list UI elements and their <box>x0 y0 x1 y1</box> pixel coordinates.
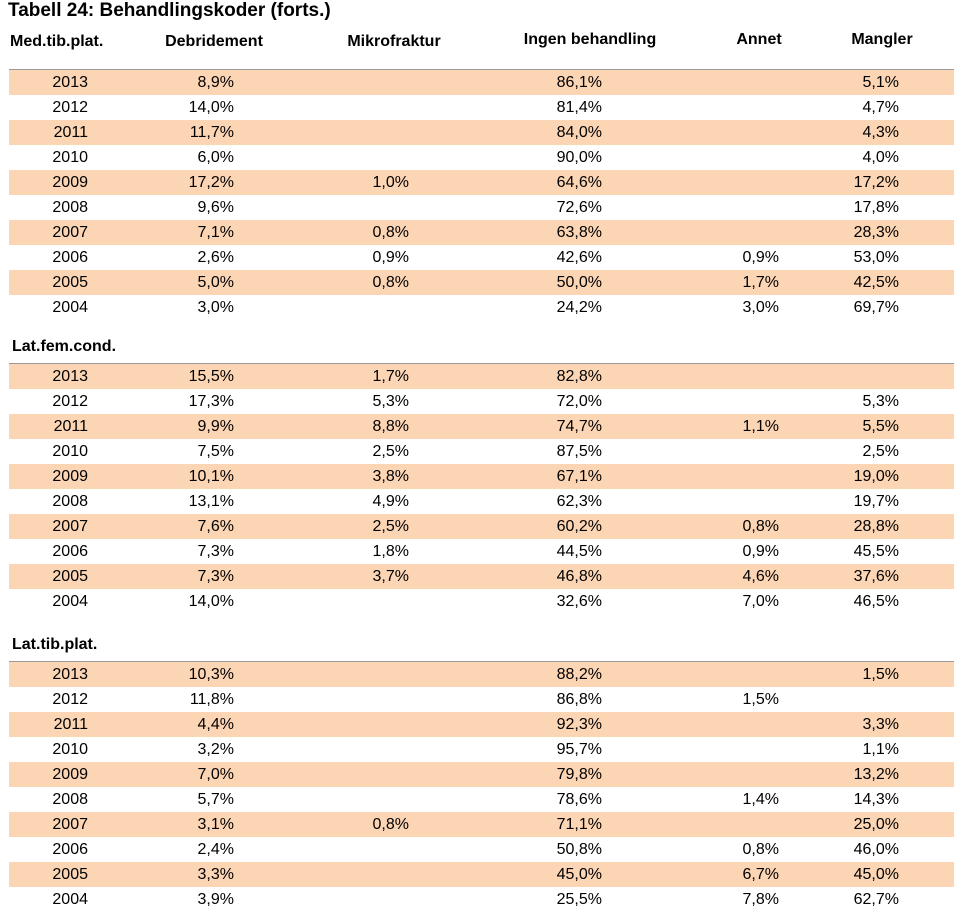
cell-year: 2007 <box>52 224 88 241</box>
cell-annet <box>629 439 779 464</box>
cell-mangler: 17,2% <box>853 174 899 191</box>
cell-year: 2010 <box>52 443 88 460</box>
table-row <box>9 195 954 220</box>
table-row <box>9 589 954 614</box>
cell-annet: 0,8% <box>742 518 779 535</box>
table-row <box>9 170 954 195</box>
cell-mangler: 1,1% <box>862 741 899 758</box>
cell-mangler: 25,0% <box>853 816 899 833</box>
cell-year: 2010 <box>52 149 88 166</box>
cell-mangler: 45,5% <box>853 543 899 560</box>
cell-ingen-behandling: 46,8% <box>556 568 602 585</box>
cell-mikrofraktur <box>269 195 409 220</box>
cell-ingen-behandling: 86,1% <box>556 74 602 91</box>
cell-year: 2011 <box>53 716 88 733</box>
cell-mangler: 4,0% <box>862 149 899 166</box>
table-row <box>9 539 954 564</box>
table-row <box>9 270 954 295</box>
cell-mikrofraktur <box>269 95 409 120</box>
cell-mikrofraktur <box>269 787 409 812</box>
cell-mikrofraktur: 0,8% <box>372 224 409 241</box>
cell-mikrofraktur <box>269 120 409 145</box>
table-row <box>9 439 954 464</box>
cell-mangler: 62,7% <box>853 891 899 908</box>
cell-debridement: 5,7% <box>197 791 234 808</box>
cell-mangler: 19,0% <box>853 468 899 485</box>
cell-ingen-behandling: 60,2% <box>556 518 602 535</box>
cell-ingen-behandling: 50,0% <box>556 274 602 291</box>
column-header-mikrofraktur: Mikrofraktur <box>347 33 441 50</box>
cell-mikrofraktur <box>269 687 409 712</box>
cell-debridement: 3,9% <box>197 891 234 908</box>
cell-year: 2005 <box>52 866 88 883</box>
cell-ingen-behandling: 71,1% <box>556 816 602 833</box>
cell-year: 2006 <box>52 841 88 858</box>
cell-year: 2013 <box>52 368 88 385</box>
cell-year: 2005 <box>52 274 88 291</box>
cell-debridement: 15,5% <box>188 368 234 385</box>
cell-mikrofraktur <box>269 887 409 912</box>
table-row <box>9 762 954 787</box>
table-row <box>9 464 954 489</box>
cell-mangler: 14,3% <box>853 791 899 808</box>
table-row <box>9 862 954 887</box>
cell-ingen-behandling: 50,8% <box>556 841 602 858</box>
cell-mikrofraktur <box>269 862 409 887</box>
cell-mikrofraktur <box>269 589 409 614</box>
cell-annet <box>629 489 779 514</box>
cell-mangler: 4,7% <box>862 99 899 116</box>
cell-annet: 1,5% <box>742 691 779 708</box>
cell-annet: 6,7% <box>742 866 779 883</box>
cell-ingen-behandling: 88,2% <box>556 666 602 683</box>
cell-ingen-behandling: 84,0% <box>556 124 602 141</box>
cell-debridement: 7,3% <box>197 568 234 585</box>
cell-annet <box>629 737 779 762</box>
cell-ingen-behandling: 95,7% <box>556 741 602 758</box>
cell-year: 2013 <box>52 666 88 683</box>
cell-mikrofraktur: 1,8% <box>372 543 409 560</box>
cell-ingen-behandling: 81,4% <box>556 99 602 116</box>
table-row <box>9 414 954 439</box>
cell-debridement: 10,3% <box>188 666 234 683</box>
cell-year: 2012 <box>52 393 88 410</box>
cell-mangler: 45,0% <box>853 866 899 883</box>
cell-mikrofraktur: 8,8% <box>372 418 409 435</box>
cell-mangler <box>769 364 899 389</box>
cell-mikrofraktur: 1,0% <box>372 174 409 191</box>
cell-debridement: 13,1% <box>188 493 234 510</box>
cell-mikrofraktur: 0,8% <box>372 274 409 291</box>
cell-ingen-behandling: 42,6% <box>556 249 602 266</box>
table-row <box>9 120 954 145</box>
section-label: Lat.tib.plat. <box>12 636 98 653</box>
cell-debridement: 8,9% <box>197 74 234 91</box>
cell-ingen-behandling: 64,6% <box>556 174 602 191</box>
cell-year: 2009 <box>52 174 88 191</box>
cell-debridement: 3,3% <box>197 866 234 883</box>
cell-ingen-behandling: 67,1% <box>556 468 602 485</box>
cell-debridement: 3,2% <box>197 741 234 758</box>
cell-annet <box>629 120 779 145</box>
cell-annet: 1,1% <box>742 418 779 435</box>
cell-annet <box>629 170 779 195</box>
cell-ingen-behandling: 78,6% <box>556 791 602 808</box>
cell-debridement: 7,5% <box>197 443 234 460</box>
cell-annet: 3,0% <box>742 299 779 316</box>
cell-mikrofraktur <box>269 662 409 687</box>
cell-annet <box>629 712 779 737</box>
cell-debridement: 3,1% <box>197 816 234 833</box>
cell-ingen-behandling: 86,8% <box>556 691 602 708</box>
cell-mikrofraktur: 2,5% <box>372 443 409 460</box>
table-row <box>9 662 954 687</box>
cell-mikrofraktur <box>269 737 409 762</box>
table-row <box>9 564 954 589</box>
cell-mikrofraktur: 2,5% <box>372 518 409 535</box>
cell-year: 2008 <box>52 791 88 808</box>
cell-debridement: 7,3% <box>197 543 234 560</box>
cell-mikrofraktur <box>269 70 409 95</box>
cell-year: 2009 <box>52 468 88 485</box>
cell-mangler: 42,5% <box>853 274 899 291</box>
cell-year: 2007 <box>52 816 88 833</box>
cell-annet <box>629 195 779 220</box>
table-row <box>9 489 954 514</box>
cell-mikrofraktur <box>269 762 409 787</box>
cell-mangler: 1,5% <box>862 666 899 683</box>
table-row <box>9 687 954 712</box>
cell-mikrofraktur: 0,8% <box>372 816 409 833</box>
cell-ingen-behandling: 32,6% <box>556 593 602 610</box>
cell-annet: 1,4% <box>742 791 779 808</box>
cell-mikrofraktur <box>269 837 409 862</box>
cell-debridement: 5,0% <box>197 274 234 291</box>
cell-mangler: 37,6% <box>853 568 899 585</box>
cell-ingen-behandling: 24,2% <box>556 299 602 316</box>
cell-annet <box>629 762 779 787</box>
cell-debridement: 14,0% <box>188 99 234 116</box>
column-header-ingen-behandling: Ingen behandling <box>523 31 657 48</box>
cell-annet <box>629 389 779 414</box>
cell-annet: 4,6% <box>742 568 779 585</box>
cell-year: 2008 <box>52 493 88 510</box>
column-header-annet: Annet <box>736 31 782 48</box>
cell-ingen-behandling: 92,3% <box>556 716 602 733</box>
cell-mangler <box>769 687 899 712</box>
cell-ingen-behandling: 44,5% <box>556 543 602 560</box>
cell-year: 2006 <box>52 249 88 266</box>
cell-year: 2006 <box>52 543 88 560</box>
cell-ingen-behandling: 72,0% <box>556 393 602 410</box>
cell-mikrofraktur: 1,7% <box>372 368 409 385</box>
table-row <box>9 514 954 539</box>
table-row <box>9 295 954 320</box>
cell-annet: 0,8% <box>742 841 779 858</box>
table-row <box>9 389 954 414</box>
cell-mangler: 19,7% <box>853 493 899 510</box>
cell-ingen-behandling: 45,0% <box>556 866 602 883</box>
cell-year: 2005 <box>52 568 88 585</box>
cell-debridement: 10,1% <box>188 468 234 485</box>
cell-mikrofraktur: 0,9% <box>372 249 409 266</box>
cell-year: 2004 <box>52 593 88 610</box>
cell-debridement: 6,0% <box>197 149 234 166</box>
column-header-debridement: Debridement <box>165 33 263 50</box>
cell-ingen-behandling: 25,5% <box>556 891 602 908</box>
cell-debridement: 7,6% <box>197 518 234 535</box>
cell-debridement: 4,4% <box>197 716 234 733</box>
cell-year: 2012 <box>52 691 88 708</box>
cell-mangler: 2,5% <box>862 443 899 460</box>
cell-debridement: 2,4% <box>197 841 234 858</box>
cell-debridement: 9,9% <box>197 418 234 435</box>
table-title: Tabell 24: Behandlingskoder (forts.) <box>8 0 331 21</box>
table-row <box>9 812 954 837</box>
table-row <box>9 787 954 812</box>
cell-debridement: 2,6% <box>197 249 234 266</box>
cell-annet <box>629 70 779 95</box>
cell-year: 2008 <box>52 199 88 216</box>
table-row <box>9 245 954 270</box>
cell-annet: 0,9% <box>742 249 779 266</box>
cell-debridement: 17,2% <box>188 174 234 191</box>
cell-mangler: 5,5% <box>862 418 899 435</box>
cell-mangler: 46,0% <box>853 841 899 858</box>
cell-mikrofraktur <box>269 295 409 320</box>
cell-debridement: 11,7% <box>189 124 234 141</box>
table-row <box>9 145 954 170</box>
cell-year: 2007 <box>52 518 88 535</box>
section-label: Lat.fem.cond. <box>12 338 117 355</box>
column-header-mangler: Mangler <box>851 31 913 48</box>
cell-mangler: 5,1% <box>862 74 899 91</box>
table-row <box>9 737 954 762</box>
cell-mangler: 28,8% <box>853 518 899 535</box>
cell-debridement: 7,1% <box>197 224 234 241</box>
cell-annet: 7,0% <box>742 593 779 610</box>
cell-ingen-behandling: 79,8% <box>556 766 602 783</box>
cell-year: 2004 <box>52 299 88 316</box>
cell-mikrofraktur: 5,3% <box>372 393 409 410</box>
cell-mangler: 69,7% <box>853 299 899 316</box>
cell-mikrofraktur: 3,7% <box>372 568 409 585</box>
cell-mangler: 5,3% <box>862 393 899 410</box>
cell-debridement: 17,3% <box>188 393 234 410</box>
cell-annet <box>629 95 779 120</box>
cell-annet: 1,7% <box>742 274 779 291</box>
cell-year: 2013 <box>52 74 88 91</box>
cell-mangler: 28,3% <box>853 224 899 241</box>
cell-debridement: 3,0% <box>197 299 234 316</box>
table-row <box>9 837 954 862</box>
cell-ingen-behandling: 87,5% <box>556 443 602 460</box>
cell-mangler: 13,2% <box>853 766 899 783</box>
table-row <box>9 364 954 389</box>
cell-mikrofraktur: 4,9% <box>372 493 409 510</box>
table-row <box>9 70 954 95</box>
cell-ingen-behandling: 90,0% <box>556 149 602 166</box>
cell-annet <box>629 812 779 837</box>
cell-debridement: 9,6% <box>197 199 234 216</box>
cell-annet <box>629 364 779 389</box>
cell-ingen-behandling: 72,6% <box>556 199 602 216</box>
cell-ingen-behandling: 62,3% <box>556 493 602 510</box>
cell-annet <box>629 464 779 489</box>
table-row <box>9 887 954 912</box>
cell-annet <box>629 220 779 245</box>
cell-year: 2009 <box>52 766 88 783</box>
cell-mangler: 4,3% <box>862 124 899 141</box>
table-row <box>9 712 954 737</box>
cell-debridement: 11,8% <box>189 691 234 708</box>
cell-ingen-behandling: 82,8% <box>556 368 602 385</box>
cell-debridement: 14,0% <box>188 593 234 610</box>
cell-annet: 7,8% <box>742 891 779 908</box>
cell-ingen-behandling: 63,8% <box>556 224 602 241</box>
cell-mikrofraktur <box>269 712 409 737</box>
cell-year: 2010 <box>52 741 88 758</box>
cell-mangler: 3,3% <box>862 716 899 733</box>
cell-year: 2011 <box>53 418 88 435</box>
cell-mikrofraktur: 3,8% <box>372 468 409 485</box>
cell-year: 2004 <box>52 891 88 908</box>
table-row <box>9 220 954 245</box>
cell-annet <box>629 145 779 170</box>
cell-mangler: 53,0% <box>853 249 899 266</box>
cell-debridement: 7,0% <box>197 766 234 783</box>
cell-mikrofraktur <box>269 145 409 170</box>
cell-year: 2011 <box>53 124 88 141</box>
column-header-med-tib-plat: Med.tib.plat. <box>10 33 104 50</box>
table-row <box>9 95 954 120</box>
cell-mangler: 46,5% <box>853 593 899 610</box>
cell-year: 2012 <box>52 99 88 116</box>
cell-mangler: 17,8% <box>853 199 899 216</box>
cell-annet: 0,9% <box>742 543 779 560</box>
cell-ingen-behandling: 74,7% <box>556 418 602 435</box>
cell-annet <box>629 662 779 687</box>
